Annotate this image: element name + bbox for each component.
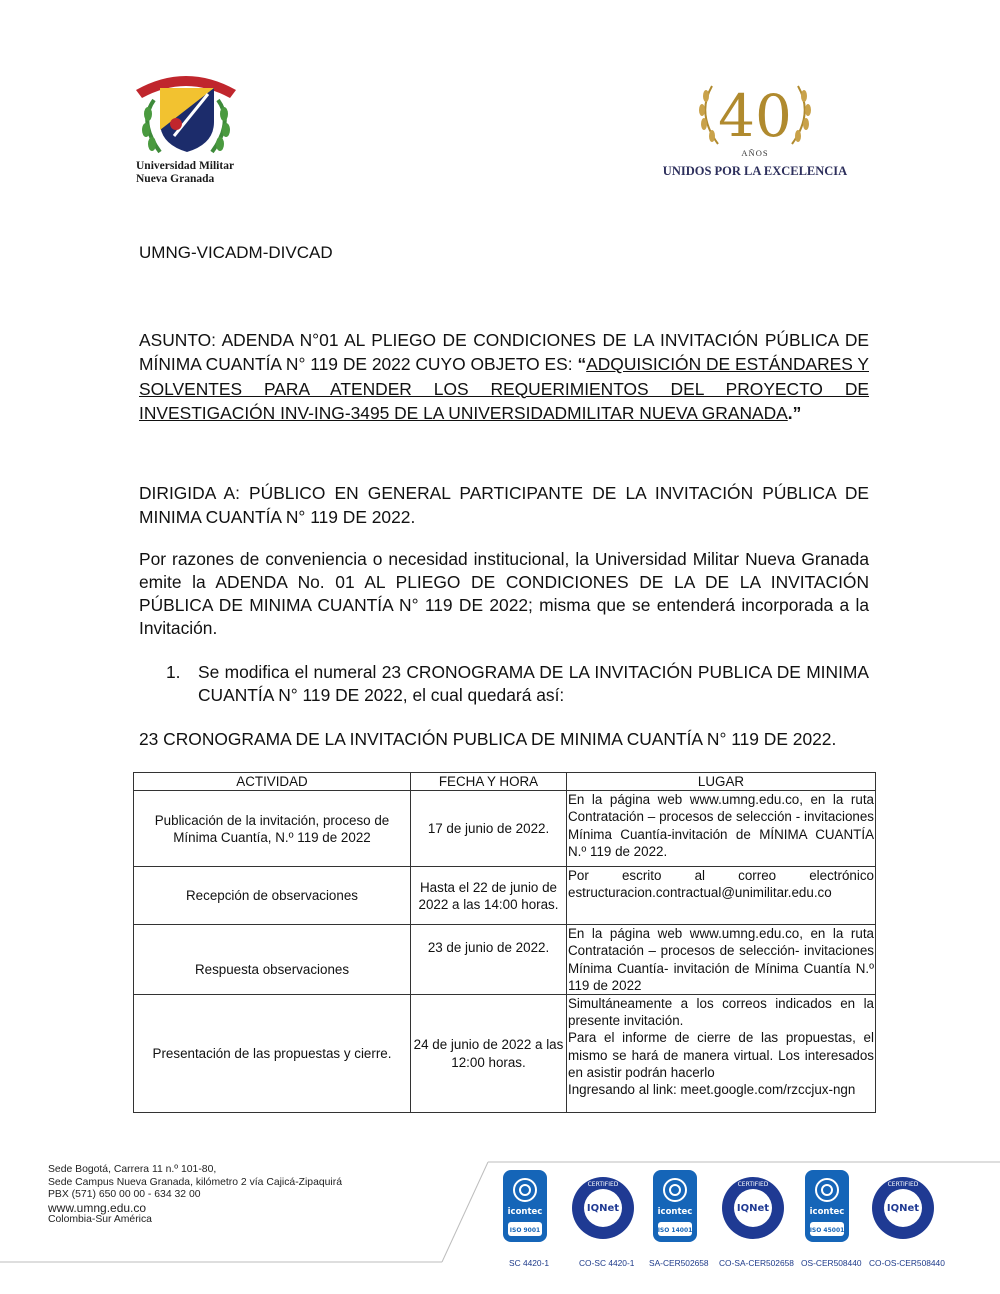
lugar-line: Ingresando al link: meet.google.com/rzccjux-ngn — [568, 1082, 856, 1098]
asunto-intro: ASUNTO: ADENDA N°01 AL PLIEGO DE CONDICIONES DE LA INVITACIÓN PÚBLICA DE MÍNIMA CUANTÍA N° 119 DE 2022 CUYO OBJETO ES: — [139, 330, 869, 375]
table-row — [134, 867, 876, 925]
table-row — [134, 925, 876, 995]
cert-code: CO-OS-CER508440 — [869, 1258, 945, 1268]
footer-line: PBX (571) 650 00 00 - 634 32 00 — [48, 1189, 201, 1201]
cronograma-title: 23 CRONOGRAMA DE LA INVITACIÓN PUBLICA DE MINIMA CUANTÍA N° 119 DE 2022. — [139, 729, 837, 749]
cell-lugar — [567, 791, 876, 867]
icontec-icon — [805, 1170, 849, 1242]
cell-actividad: Presentación de las propuestas y cierre. — [134, 995, 411, 1113]
certification-logos — [503, 1170, 953, 1270]
svg-text:IQNet: IQNet — [586, 1203, 620, 1214]
cell-actividad: Respuesta observaciones — [134, 925, 411, 995]
icontec-iso14001-seal — [653, 1170, 719, 1242]
footer-line: Colombia-Sur América — [48, 1214, 152, 1226]
footer-line: Sede Bogotá, Carrera 11 n.º 101-80, — [48, 1164, 217, 1175]
asunto-object: ADQUISICIÓN DE ESTÁNDARES Y SOLVENTES PARA ATENDER LOS REQUERIMIENTOS DEL PROYECTO DE INVESTIGACIÓN INV-ING-3495 DE LA UNIVERSIDADMILITAR NUEVA GRANADA — [139, 354, 869, 423]
cell-lugar — [567, 995, 876, 1113]
document-reference: UMNG-VICADM-DIVCAD — [139, 243, 333, 262]
header-actividad: ACTIVIDAD — [134, 773, 411, 791]
cell-fecha: 24 de junio de 2022 a las 12:00 horas. — [411, 995, 567, 1113]
asunto-open-quote: “ — [577, 354, 587, 375]
iqnet-seal — [870, 1170, 936, 1242]
cell-actividad: Publicación de la invitación, proceso de Mínima Cuantía, N.º 119 de 2022 — [134, 791, 411, 867]
cert-code: OS-CER508440 — [801, 1258, 862, 1268]
footer-address — [48, 1164, 342, 1227]
list-item — [166, 661, 869, 707]
header-lugar: LUGAR — [567, 773, 876, 791]
razones-paragraph: Por razones de conveniencia o necesidad institucional, la Universidad Militar Nueva Granada emite la ADENDA No. 01 AL PLIEGO DE CONDICIONES DE LA DE LA INVITACIÓN PÚBLICA DE MINIMA CUANTÍA N° 119 DE 2022; misma que se entenderá incorporada a la Invitación. — [139, 549, 869, 638]
list-item-text: Se modifica el numeral 23 CRONOGRAMA DE LA INVITACIÓN PUBLICA DE MINIMA CUANTÍA N° 119 DE 2022, el cual quedará así: — [198, 662, 869, 705]
umng-name-line2: Nueva Granada — [136, 173, 215, 185]
umng-logo — [132, 66, 240, 188]
cell-fecha: 23 de junio de 2022. — [411, 925, 567, 995]
iqnet-icon — [570, 1170, 636, 1242]
umng-name — [136, 160, 246, 186]
svg-text:icontec: icontec — [657, 1207, 693, 1217]
table-header-row — [134, 773, 876, 791]
icontec-icon — [503, 1170, 547, 1242]
cell-lugar — [567, 925, 876, 995]
icontec-iso45001-seal — [805, 1170, 871, 1242]
umng-name-line1: Universidad Militar — [136, 160, 235, 172]
cell-actividad: Recepción de observaciones — [134, 867, 411, 925]
anniversary-years: AÑOS — [741, 148, 769, 158]
anniversary-number: 40 — [718, 82, 792, 150]
svg-text:ISO 45001: ISO 45001 — [809, 1227, 845, 1234]
table-row — [134, 995, 876, 1113]
lugar-line: Por escrito al correo electrónico estructuracion.contractual@unimilitar.edu.co — [568, 868, 874, 901]
iqnet-seal — [720, 1170, 786, 1242]
dirigida-paragraph: DIRIGIDA A: PÚBLICO EN GENERAL PARTICIPANTE DE LA INVITACIÓN PÚBLICA DE MINIMA CUANTÍA N° 119 DE 2022. — [139, 483, 869, 528]
list-item-number: 1. — [166, 662, 181, 682]
svg-text:icontec: icontec — [507, 1207, 543, 1217]
svg-text:CERTIFIED: CERTIFIED — [737, 1181, 769, 1188]
table-row — [134, 791, 876, 867]
asunto-paragraph — [139, 328, 869, 425]
cell-lugar — [567, 867, 876, 925]
svg-text:ISO 14001: ISO 14001 — [657, 1227, 693, 1234]
anniversary-motto: UNIDOS POR LA EXCELENCIA — [662, 164, 848, 178]
iqnet-icon — [870, 1170, 936, 1242]
cert-code: SA-CER502658 — [649, 1258, 709, 1268]
laurel-40-icon — [694, 80, 816, 150]
header-fecha: FECHA Y HORA — [411, 773, 567, 791]
cronograma-table — [133, 772, 876, 1113]
footer-website: www.umng.edu.co — [48, 1200, 147, 1215]
svg-text:IQNet: IQNet — [886, 1203, 920, 1214]
lugar-line: En la página web www.umng.edu.co, en la ruta Contratación – procesos de selección- invitaciones Mínima Cuantía- invitación de Mínima Cuantía N.º 119 de 2022 — [568, 926, 874, 993]
cert-code: CO-SC 4420-1 — [579, 1258, 635, 1268]
lugar-line: En la página web www.umng.edu.co, en la ruta Contratación – procesos de selección - invitaciones Mínima Cuantía-invitación de MÍNIMA CUANTÍA N.º 119 de 2022. — [568, 792, 874, 859]
icontec-iso9001-seal — [503, 1170, 569, 1242]
asunto-close: .” — [787, 402, 802, 423]
footer-line: Sede Campus Nueva Granada, kilómetro 2 vía Cajicá-Zipaquirá — [48, 1176, 342, 1188]
cert-code: SC 4420-1 — [509, 1258, 550, 1268]
umng-crest-icon — [132, 66, 240, 160]
cell-fecha: 17 de junio de 2022. — [411, 791, 567, 867]
cert-code: CO-SA-CER502658 — [719, 1258, 794, 1268]
lugar-line: Para el informe de cierre de las propuestas, el mismo se hará de manera virtual. Los interesados en asistir podrán hacerlo — [568, 1030, 874, 1080]
svg-text:CERTIFIED: CERTIFIED — [887, 1181, 919, 1188]
lugar-line: Simultáneamente a los correos indicados en la presente invitación. — [568, 996, 874, 1029]
anniversary-logo — [650, 80, 865, 180]
cell-fecha: Hasta el 22 de junio de 2022 a las 14:00 horas. — [411, 867, 567, 925]
svg-text:ISO 9001: ISO 9001 — [509, 1227, 541, 1234]
svg-text:IQNet: IQNet — [736, 1203, 770, 1214]
svg-text:icontec: icontec — [809, 1207, 845, 1217]
icontec-icon — [653, 1170, 697, 1242]
iqnet-seal — [570, 1170, 636, 1242]
iqnet-icon — [720, 1170, 786, 1242]
svg-text:CERTIFIED: CERTIFIED — [587, 1181, 619, 1188]
